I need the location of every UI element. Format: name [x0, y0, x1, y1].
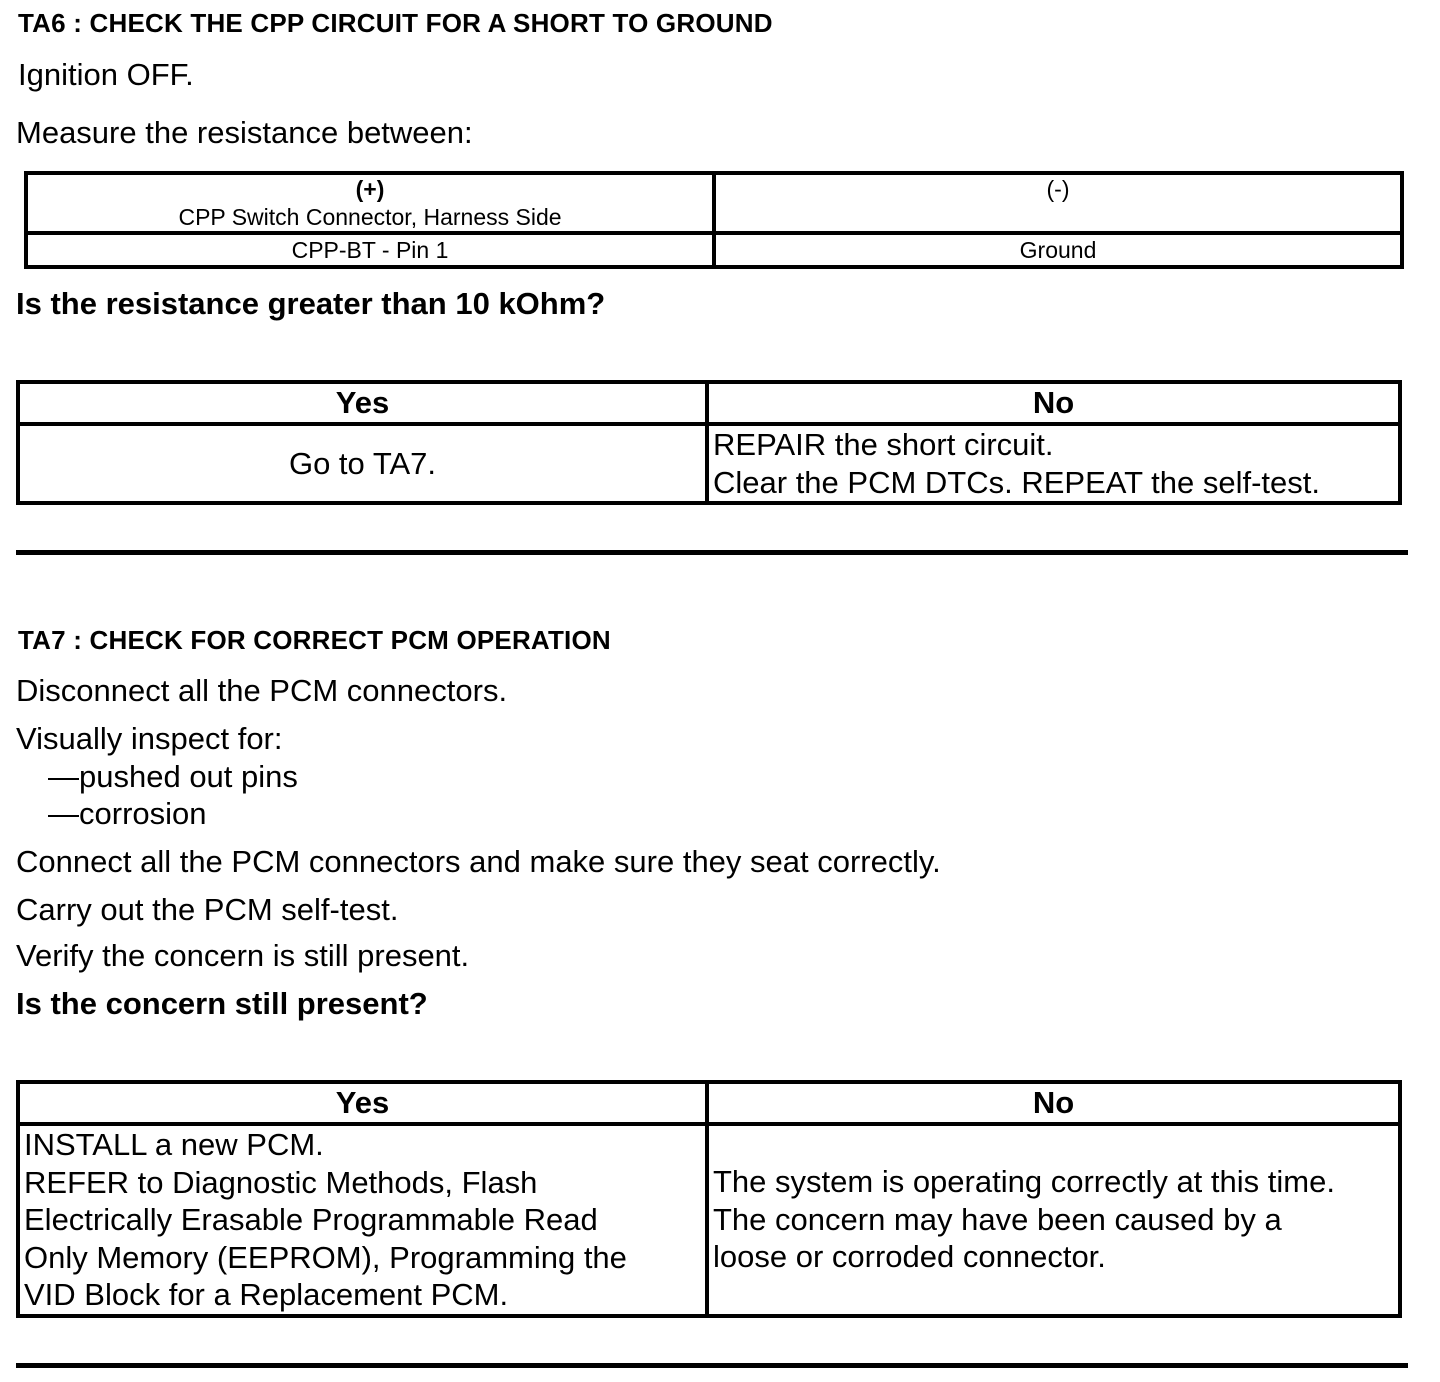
ta7-question: Is the concern still present? [16, 986, 428, 1021]
ta7-yes-line: VID Block for a Replacement PCM. [24, 1277, 509, 1312]
ta7-no-action [707, 1124, 1400, 1316]
ta7-step-connect: Connect all the PCM connectors and make sure they seat correctly. [16, 844, 941, 879]
ta6-no-header: No [707, 382, 1400, 424]
ta7-answer-table [16, 1080, 1402, 1318]
ta6-step-ignition: Ignition OFF. [18, 57, 194, 92]
ta6-no-line: REPAIR the short circuit. [713, 427, 1054, 462]
meas-header-negative-symbol: (-) [1046, 176, 1070, 202]
section-divider [16, 550, 1408, 555]
ta7-step-disconnect: Disconnect all the PCM connectors. [16, 673, 508, 708]
ta7-yes-line: INSTALL a new PCM. [24, 1127, 324, 1162]
ta6-answer-table [16, 380, 1402, 505]
meas-header-positive [26, 173, 714, 233]
ta7-yes-line: REFER to Diagnostic Methods, Flash [24, 1164, 538, 1200]
ta7-no-line: loose or corroded connector. [713, 1239, 1106, 1274]
meas-row-negative: Ground [714, 233, 1402, 267]
ta7-yes-line: Electrically Erasable Programmable Read [24, 1202, 598, 1237]
meas-header-negative [714, 173, 1402, 233]
ta6-measurement-table [24, 171, 1404, 269]
ta7-step-inspect: Visually inspect for: [16, 721, 283, 756]
meas-header-positive-label: CPP Switch Connector, Harness Side [178, 204, 562, 230]
ta7-yes-action [18, 1124, 707, 1316]
ta6-no-action [707, 424, 1400, 503]
ta7-step-verify: Verify the concern is still present. [16, 938, 470, 973]
ta6-yes-header: Yes [18, 382, 707, 424]
ta7-no-line: The concern may have been caused by a [713, 1201, 1282, 1237]
ta7-yes-line: Only Memory (EEPROM), Programming the [24, 1239, 627, 1275]
ta6-question: Is the resistance greater than 10 kOhm? [16, 286, 606, 321]
ta7-bullet: —corrosion [48, 796, 207, 831]
meas-header-positive-symbol: (+) [355, 176, 385, 202]
ta7-heading: TA7 : CHECK FOR CORRECT PCM OPERATION [18, 625, 611, 655]
ta7-bullet: —pushed out pins [48, 759, 298, 794]
meas-row-positive: CPP-BT - Pin 1 [26, 233, 714, 267]
ta7-yes-header: Yes [18, 1082, 707, 1124]
ta6-no-line: Clear the PCM DTCs. REPEAT the self-test. [713, 464, 1320, 500]
ta7-no-line: The system is operating correctly at this time. [713, 1164, 1335, 1199]
ta6-heading: TA6 : CHECK THE CPP CIRCUIT FOR A SHORT TO GROUND [18, 8, 773, 38]
section-divider [16, 1363, 1408, 1368]
ta6-step-measure: Measure the resistance between: [16, 115, 473, 150]
ta7-step-selftest: Carry out the PCM self-test. [16, 892, 399, 927]
ta7-no-header: No [707, 1082, 1400, 1124]
ta6-yes-action: Go to TA7. [18, 424, 707, 503]
